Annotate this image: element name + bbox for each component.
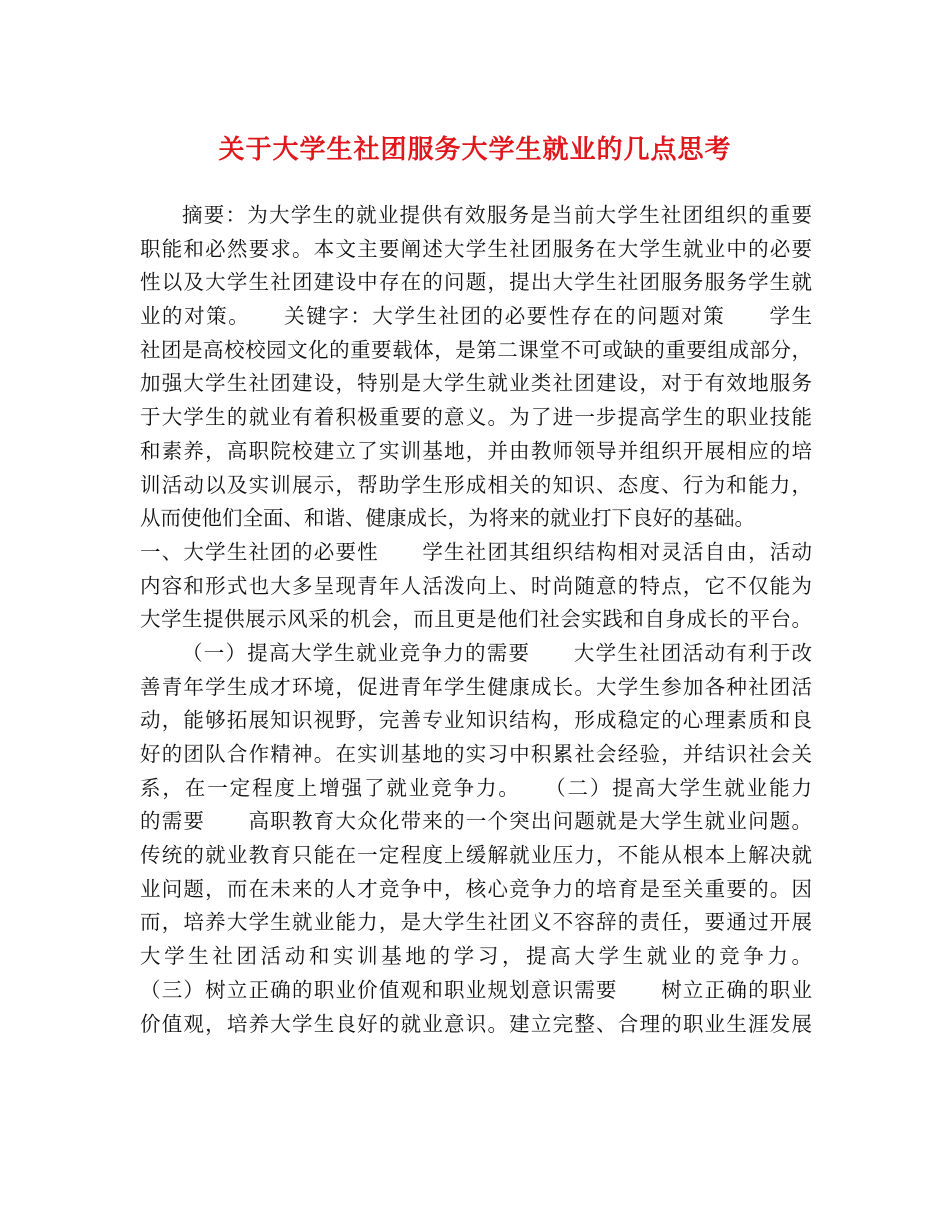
text-line: 系，在一定程度上增强了就业竞争力。 （二）提高大学生就业能力 bbox=[140, 775, 812, 800]
text-line: 业的对策。 关键字：大学生社团的必要性存在的问题对策 学生 bbox=[140, 304, 812, 329]
text-line: 训活动以及实训展示，帮助学生形成相关的知识、态度、行为和能力， bbox=[140, 472, 812, 497]
text-line: 善青年学生成才环境，促进青年学生健康成长。大学生参加各种社团活 bbox=[140, 674, 812, 699]
text-line: 价值观，培养大学生良好的就业意识。建立完整、合理的职业生涯发展 bbox=[140, 1011, 812, 1036]
text-line: 摘要：为大学生的就业提供有效服务是当前大学生社团组织的重要 bbox=[182, 203, 812, 227]
text-line: 性以及大学生社团建设中存在的问题，提出大学生社团服务服务学生就 bbox=[140, 270, 812, 295]
text-line: 大学生社团活动和实训基地的学习，提高大学生就业的竞争力。 bbox=[140, 944, 812, 969]
text-line: （三）树立正确的职业价值观和职业规划意识需要 树立正确的职业 bbox=[140, 977, 812, 1002]
text-line: 职能和必然要求。本文主要阐述大学生社团服务在大学生就业中的必要 bbox=[140, 236, 812, 261]
text-line: 好的团队合作精神。在实训基地的实习中积累社会经验，并结识社会关 bbox=[140, 742, 812, 766]
text-line: 的需要 高职教育大众化带来的一个突出问题就是大学生就业问题。 bbox=[140, 809, 812, 834]
text-line: （一）提高大学生就业竞争力的需要 大学生社团活动有利于改 bbox=[182, 640, 812, 665]
text-line: 一、大学生社团的必要性 学生社团其组织结构相对灵活自由，活动 bbox=[140, 539, 812, 564]
text-line: 于大学生的就业有着积极重要的意义。为了进一步提高学生的职业技能 bbox=[140, 405, 812, 430]
text-line: 传统的就业教育只能在一定程度上缓解就业压力，不能从根本上解决就 bbox=[140, 843, 812, 868]
text-line: 而，培养大学生就业能力，是大学生社团义不容辞的责任，要通过开展 bbox=[140, 910, 812, 935]
document-title: 关于大学生社团服务大学生就业的几点思考 bbox=[218, 135, 732, 165]
text-line: 业问题，而在未来的人才竞争中，核心竞争力的培育是至关重要的。因 bbox=[140, 876, 812, 901]
text-line: 从而使他们全面、和谐、健康成长，为将来的就业打下良好的基础。 bbox=[140, 506, 755, 531]
text-line: 大学生提供展示风采的机会，而且更是他们社会实践和自身成长的平台。 bbox=[140, 607, 812, 632]
text-line: 和素养，高职院校建立了实训基地，并由教师领导并组织开展相应的培 bbox=[140, 438, 812, 463]
text-line: 社团是高校校园文化的重要载体，是第二课堂不可或缺的重要组成部分， bbox=[140, 337, 812, 362]
text-line: 动，能够拓展知识视野，完善专业知识结构，形成稳定的心理素质和良 bbox=[140, 708, 812, 733]
document-body bbox=[140, 199, 812, 1041]
text-line: 内容和形式也大多呈现青年人活泼向上、时尚随意的特点，它不仅能为 bbox=[140, 573, 812, 598]
text-line: 加强大学生社团建设，特别是大学生就业类社团建设，对于有效地服务 bbox=[140, 371, 812, 396]
